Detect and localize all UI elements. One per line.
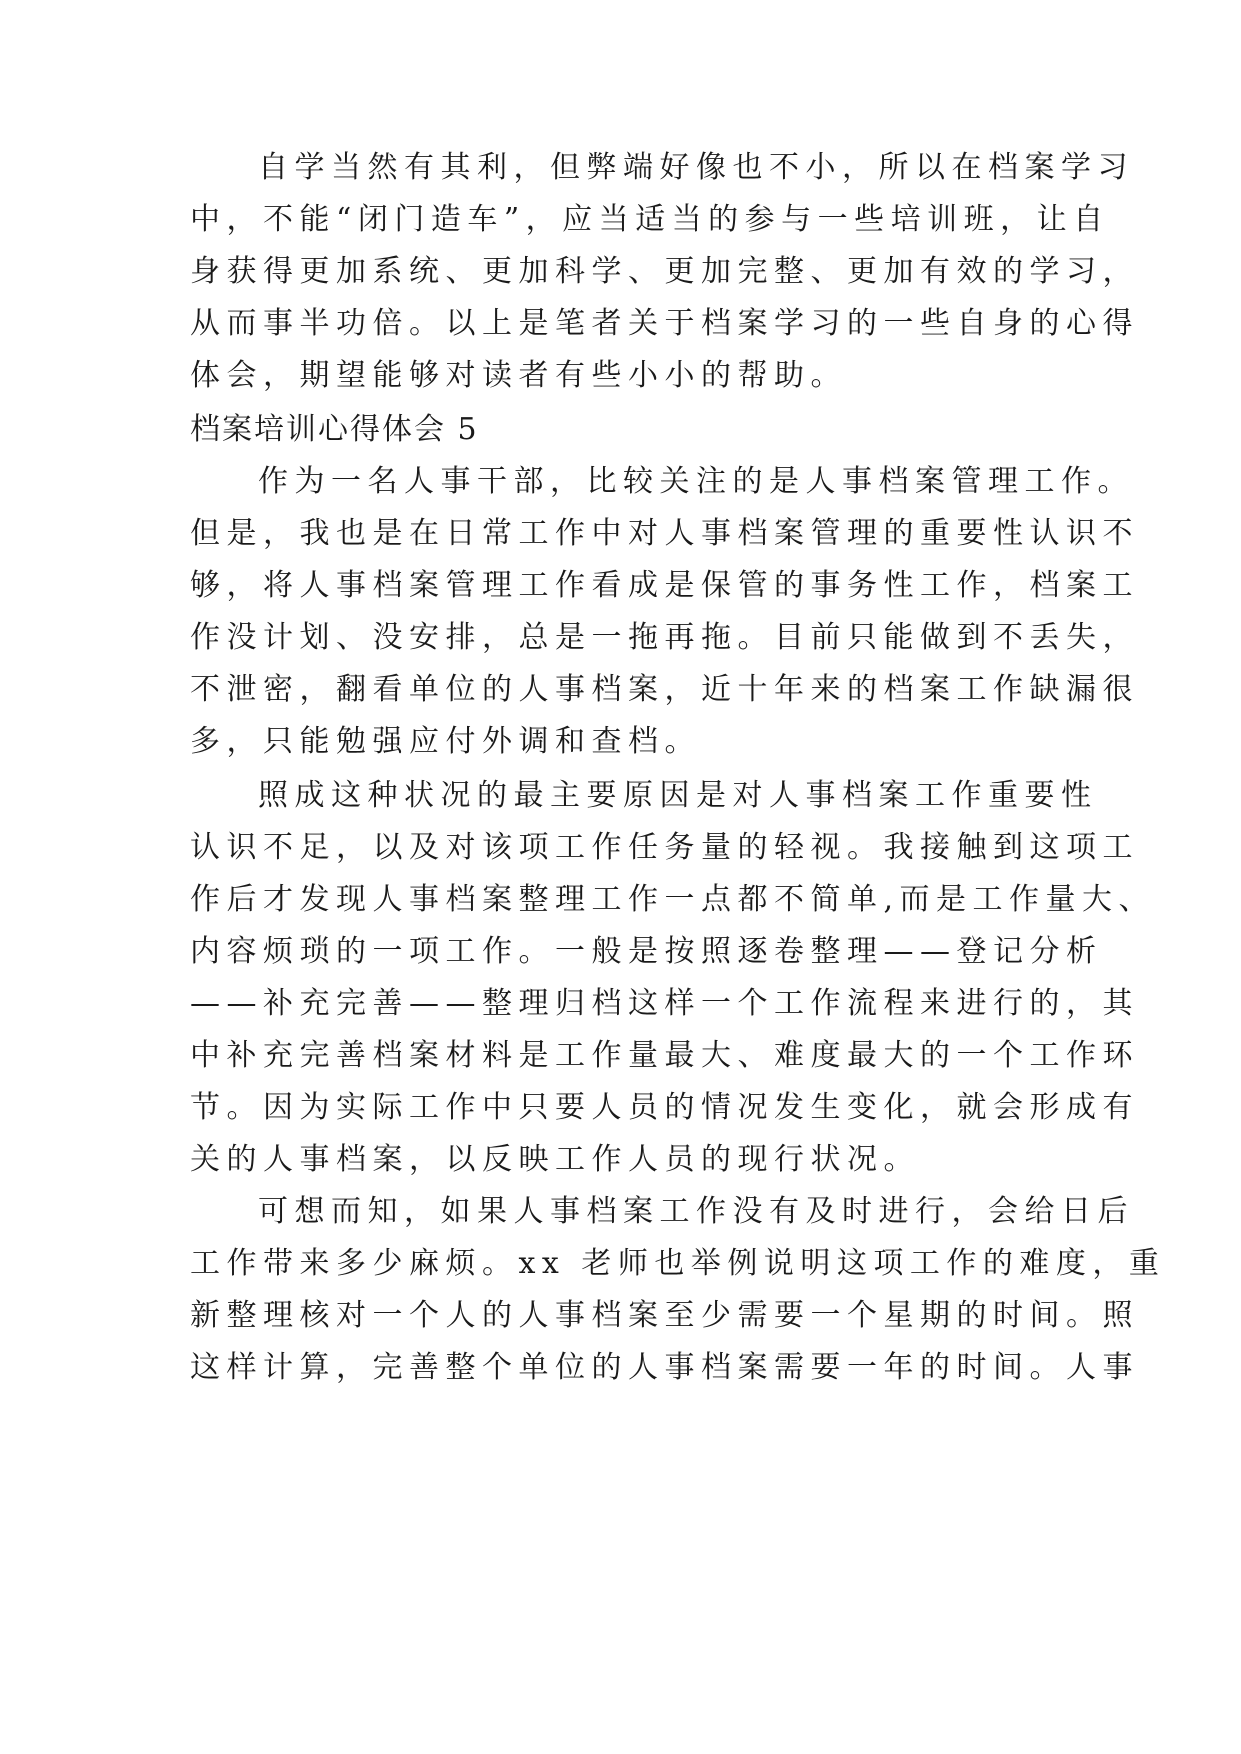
- text-line: 作为一名人事干部，比较关注的是人事档案管理工作。: [258, 464, 1134, 499]
- text-line: 这样计算，完善整个单位的人事档案需要一年的时间。人事: [190, 1350, 1139, 1385]
- text-line: 自学当然有其利，但弊端好像也不小，所以在档案学习: [258, 150, 1134, 185]
- text-line: 够，将人事档案管理工作看成是保管的事务性工作，档案工: [190, 568, 1139, 603]
- text-line: 认识不足，以及对该项工作任务量的轻视。我接触到这项工: [190, 830, 1139, 865]
- text-line: 身获得更加系统、更加科学、更加完整、更加有效的学习，: [190, 254, 1139, 289]
- text-line: 照成这种状况的最主要原因是对人事档案工作重要性: [258, 778, 1098, 813]
- section-heading: 档案培训心得体会 5: [190, 412, 479, 447]
- text-line: 作没计划、没安排，总是一拖再拖。目前只能做到不丢失，: [190, 620, 1139, 655]
- text-line: 不泄密，翻看单位的人事档案，近十年来的档案工作缺漏很: [190, 672, 1139, 707]
- text-line: 内容烦琐的一项工作。一般是按照逐卷整理——登记分析: [190, 934, 1103, 969]
- text-line: ——补充完善——整理归档这样一个工作流程来进行的，其: [190, 986, 1139, 1021]
- text-line: 新整理核对一个人的人事档案至少需要一个星期的时间。照: [190, 1298, 1139, 1333]
- text-line: 但是，我也是在日常工作中对人事档案管理的重要性认识不: [190, 516, 1139, 551]
- text-line: 体会，期望能够对读者有些小小的帮助。: [190, 358, 847, 393]
- text-line: 工作带来多少麻烦。xx 老师也举例说明这项工作的难度，重: [190, 1246, 1166, 1281]
- text-line: 节。因为实际工作中只要人员的情况发生变化，就会形成有: [190, 1090, 1139, 1125]
- text-line: 中，不能“闭门造车”，应当适当的参与一些培训班，让自: [190, 202, 1110, 237]
- text-line: 可想而知，如果人事档案工作没有及时进行，会给日后: [258, 1194, 1134, 1229]
- text-line: 中补充完善档案材料是工作量最大、难度最大的一个工作环: [190, 1038, 1139, 1073]
- text-line: 多，只能勉强应付外调和查档。: [190, 724, 701, 759]
- text-line: 作后才发现人事档案整理工作一点都不简单,而是工作量大、: [190, 882, 1156, 917]
- text-line: 从而事半功倍。以上是笔者关于档案学习的一些自身的心得: [190, 306, 1139, 341]
- text-line: 关的人事档案，以反映工作人员的现行状况。: [190, 1142, 920, 1177]
